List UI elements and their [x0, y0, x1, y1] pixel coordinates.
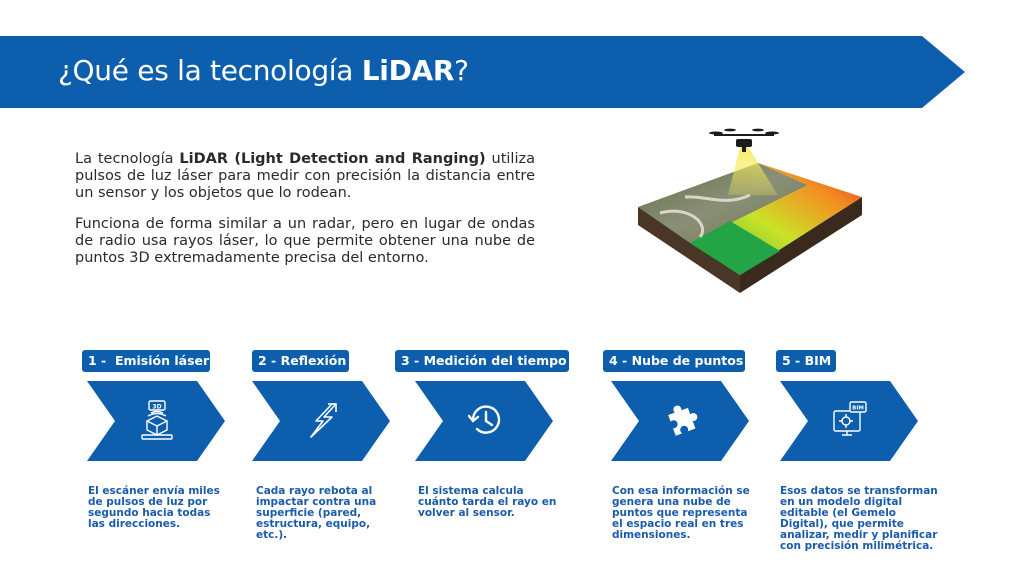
- intro-text: [75, 151, 535, 281]
- title-banner: [0, 36, 965, 108]
- step-label-medicion-tiempo: 3 - Medición del tiempo: [395, 350, 569, 372]
- step-chevron-1: [87, 381, 225, 461]
- svg-text:BIM: BIM: [852, 405, 864, 412]
- intro-paragraph-2: Funciona de forma similar a un radar, pero en lugar de ondas de radio usa rayos láser, lo que permite obtener una nube de puntos 3D extremadamente precisa del entorno.: [75, 216, 535, 266]
- svg-text:3D: 3D: [152, 403, 162, 411]
- step-description-5: Esos datos se transforman en un modelo digital editable (el Gemelo Digital), que permite analizar, medir y planificar con precisión milimétrica.: [780, 485, 938, 552]
- bim-monitor-icon: [830, 399, 870, 441]
- drone-lidar-illustration: [630, 125, 870, 300]
- step-label-emision-laser: 1 - Emisión láser: [82, 350, 210, 372]
- step-description-3: El sistema calcula cuánto tarda el rayo en volver al sensor.: [418, 485, 557, 519]
- page-title: ¿Qué es la tecnología LiDAR?: [58, 54, 469, 87]
- puzzle-piece-icon: [661, 399, 701, 441]
- step-chevron-5: [780, 381, 918, 461]
- step-chevron-2: [252, 381, 390, 461]
- history-clock-icon: [465, 399, 505, 441]
- 3d-scanner-icon: [137, 399, 177, 441]
- step-label-reflexion: 2 - Reflexión: [252, 350, 349, 372]
- step-chevron-3: [415, 381, 553, 461]
- step-description-2: Cada rayo rebota al impactar contra una superficie (pared, estructura, equipo, etc.).: [256, 485, 377, 541]
- step-label-bim: 5 - BIM: [776, 350, 836, 372]
- intro-paragraph-1: La tecnología LiDAR (Light Detection and Ranging) utiliza pulsos de luz láser para medir con precisión la distancia entre un sensor y los objetos que lo rodean.: [75, 151, 535, 201]
- step-label-nube-puntos: 4 - Nube de puntos: [603, 350, 745, 372]
- step-description-4: Con esa información se genera una nube de puntos que representa el espacio real en tres dimensiones.: [612, 485, 750, 541]
- step-chevron-4: [611, 381, 749, 461]
- step-description-1: El escáner envía miles de pulsos de luz por segundo hacia todas las direcciones.: [88, 485, 220, 530]
- lightning-reflection-icon: [302, 399, 342, 441]
